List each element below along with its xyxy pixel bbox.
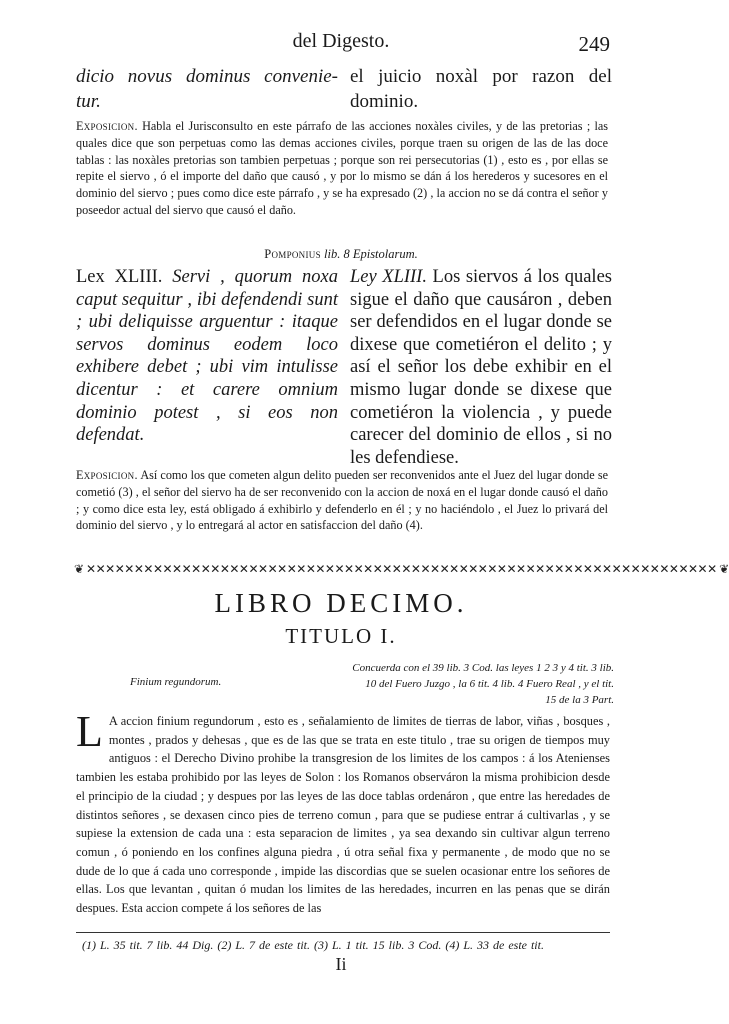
running-header: del Digesto.: [292, 30, 390, 52]
page-number: 249: [578, 32, 610, 56]
title-heading: TITULO I.: [285, 624, 397, 648]
rubric-finium: Finium regundorum.: [130, 676, 222, 688]
exposicion-paragraph-1: [76, 118, 608, 219]
source-ref: lib. 8 Epistolarum.: [324, 247, 418, 261]
spanish-continuation: el juicio noxàl por razon del dominio.: [350, 66, 612, 112]
exposicion-text: Habla el Jurisconsulto en este párrafo de las acciones noxàles civiles, y de las pretorias ; las quales dice que son perpetuas como las demas acciones civiles, porque traen su origen de las de las doce tablas : las noxàles pretorias son tambien perpetuas ; porque son rei persecutorias (1) , esto es , por ellas se repite el siervo , ó el importe del daño que causó , y por lo mismo se dán á los herederos y sucesores en el dominio del siervo ; pues como dice este párrafo , y se ha expresado (2) , la accion no se dá contra el señor y poseedor actual del siervo que causó el daño.: [76, 119, 609, 217]
latin-continuation: dicio novus dominus convenie- tur.: [76, 66, 338, 112]
source-author: Pomponius: [264, 247, 321, 261]
lex-latin-column: [76, 266, 338, 447]
drop-cap: L: [76, 707, 103, 756]
signature-mark: Ii: [335, 954, 347, 974]
footnote-rule: [76, 932, 610, 933]
exposicion-paragraph-2: [76, 467, 608, 534]
exposicion-label: Exposicion.: [76, 468, 138, 482]
body-text: [76, 707, 610, 918]
ley-spanish-label: Ley XLIII.: [350, 267, 427, 287]
body-paragraph: A accion finium regundorum , esto es , señalamiento de limites de tierras de labor, viñas , bosques , montes , prados y dehesas , que es de las que se trata en este titulo , trae su origen de tiempos muy antiguos : el Derecho Divino prohibe la transgresion de los limites de los campos : á los Atenienses tambien les estaba prohibido por las leyes de Solon : los Romanos observáron la misma prohibicion desde el principio de la ciudad ; y despues por las leyes de las doce tablas ordenáron , que entre las heredades de distintos señores , se dexasen cinco pies de terreno comun , para que se pudiese entrar á cultivarlas , y se supiese la extension de cada una : esta separacion de limites , ya sea dexando sin cultivar algun terreno comun , ó poniendo en los confines alguna piedra , ú otra señal fixa y permanente , de modo que no se dude de lo que á cada uno corresponde , impide las discordias que se suelen ocasionar entre los señores de ellas. Los que levantan , quitan ó mudan los limites de las heredades, incurren en las penas que se dirán despues. Esta accion compete á los señores de las: [76, 714, 610, 916]
book-title: LIBRO DECIMO.: [214, 588, 468, 618]
exposicion-label: Exposicion.: [76, 119, 138, 133]
rubric-concordance: Concuerda con el 39 lib. 3 Cod. las leyes 1 2 3 y 4 tit. 3 lib. 10 del Fuero Juzgo , la 6 tit. 4 lib. 4 Fuero Real , y el tit. 15 de la 3 Part.: [352, 662, 614, 706]
lex-latin-text: Servi , quorum noxa caput sequitur , ibi defendendi sunt ; ubi deliquisse arguentur : itaque servos dominus eodem loco exhibere debet ; ubi vim intulisse dicentur : et carere omnium dominio potest , si eos non defendat.: [76, 267, 338, 446]
exposicion-text: Así como los que cometen algun delito pueden ser reconvenidos ante el Juez del lugar donde se cometió (3) , el señor del siervo ha de ser reconvenido con la accion de noxá en el lugar donde causó el daño ; y como dice esta ley, está obligado á exhibirlo y defenderlo en él ; y no haciéndolo , el Juez lo privará del dominio del siervo , y lo entregará al actor en satisfaccion del daño (4).: [76, 468, 608, 533]
lex-latin-label: Lex XLIII.: [76, 267, 163, 287]
source-attribution: [0, 247, 682, 262]
footnotes: (1) L. 35 tit. 7 lib. 44 Dig. (2) L. 7 de este tit. (3) L. 1 tit. 15 lib. 3 Cod. (4) L. 33 de este tit.: [82, 938, 544, 952]
ley-spanish-text: Los siervos á los quales sigue el daño que causáron , deben ser defendidos en el lugar donde se dixese que cometiéron el delito ; y así el señor los debe exhibir en el mismo lugar donde se dixese que cometiéron la violencia , y puede carecer del dominio de ellos , si no les defendiese.: [350, 267, 612, 468]
ornamental-divider: ❦ ✕✕✕✕✕✕✕✕✕✕✕✕✕✕✕✕✕✕✕✕✕✕✕✕✕✕✕✕✕✕✕✕✕✕✕✕✕✕✕✕✕✕✕✕✕✕✕✕✕✕✕✕✕✕✕✕✕✕✕✕✕✕✕✕✕✕ ❦: [74, 562, 729, 576]
ley-spanish-column: [350, 266, 612, 469]
